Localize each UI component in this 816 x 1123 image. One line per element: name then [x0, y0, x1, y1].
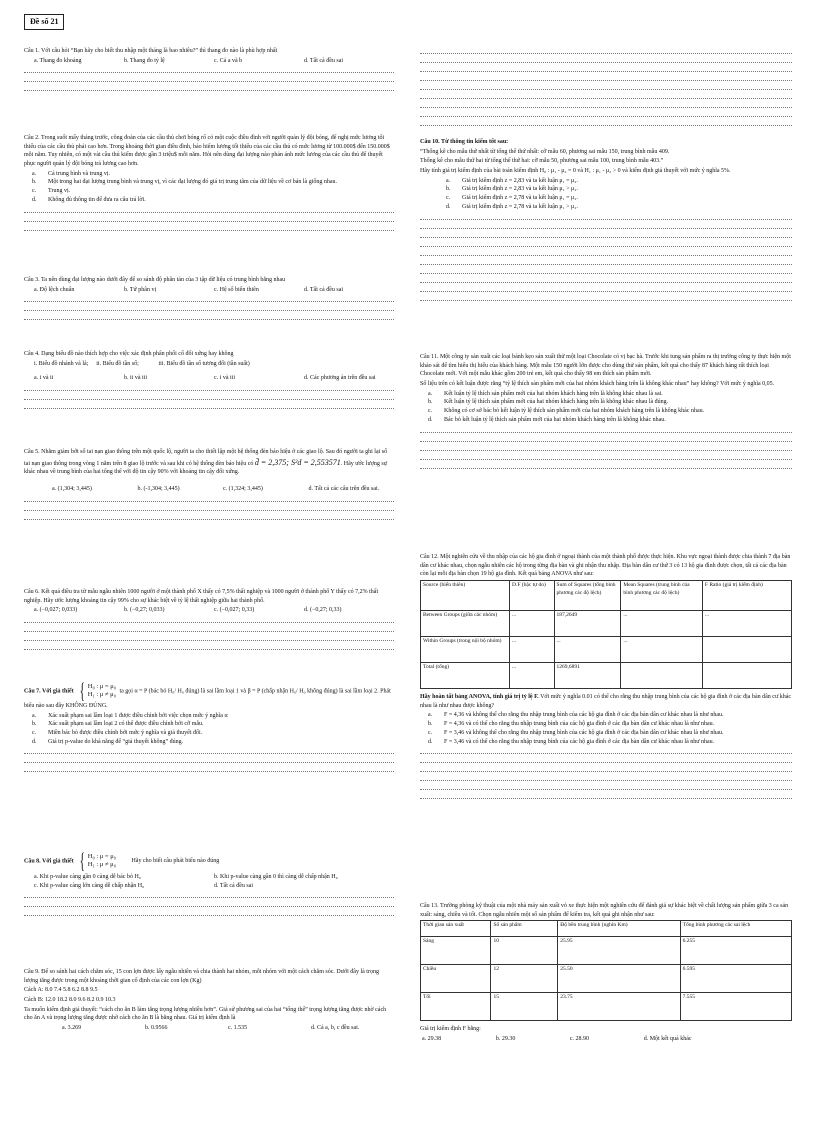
- option-b[interactable]: b. 29.30: [495, 1036, 516, 1043]
- option-c[interactable]: c. Không có cơ sở bác bỏ kết luận tỷ lệ thích sản phẩm mới của hai nhóm khách hàng trên là không khác nhau.: [428, 408, 705, 415]
- hypothesis-pair: { H₀ : μ = μ₀ H₁ : μ ≠ μ₀: [79, 848, 116, 873]
- answer-line: [420, 46, 792, 54]
- table-header: Sum of Squares (tổng bình phương các độ lệch): [554, 581, 621, 611]
- question-text: Câu 9. Để so sánh hai cách chăm sóc, 15 con lợn được lấy ngẫu nhiên và chia thành hai nhóm, mỗi nhóm với một cách chăm sóc. Dưới đây là trọng lượng tăng được trong một khoảng thời gian cố định của các con lợn (Kg): [24, 969, 379, 984]
- question-12: [420, 553, 792, 800]
- option-d[interactable]: d. Một kết quả khác: [643, 1036, 692, 1043]
- answer-line: [24, 312, 394, 320]
- option-a[interactable]: a. Thang đo khoảng: [34, 57, 82, 64]
- answer-line: [420, 275, 792, 283]
- question-11: [420, 353, 792, 470]
- option-c[interactable]: c. 28.90: [569, 1036, 589, 1043]
- option-d[interactable]: d. Cả a, b, c đều sai.: [311, 1025, 360, 1032]
- answer-line: [420, 73, 792, 81]
- table-row: [421, 937, 792, 965]
- answer-line: [24, 392, 394, 400]
- answer-line: [24, 294, 394, 302]
- option-d[interactable]: d. Giá trị p-value do khả năng để “giả thuyết không” đúng.: [32, 738, 184, 745]
- option-c[interactable]: c. Hệ số biến thiên: [214, 286, 259, 293]
- answer-line: [420, 284, 792, 292]
- option-b[interactable]: b. Giá trị kiểm định z = 2,83 và ta kết luận μ₁ > μ₂.: [446, 186, 578, 193]
- option-a[interactable]: a. Kết luận tỷ lệ thích sản phẩm mới của hai nhóm khách hàng trên là không khác nhau là sai.: [428, 390, 663, 397]
- option-b[interactable]: b. Một trong hai đại lượng trung bình và trung vị, vì các đại lượng đó giá trị trung tâm của dữ liệu về cơ bản là giống nhau.: [32, 179, 338, 186]
- option-d[interactable]: d. Tất cả đều sai: [304, 286, 344, 293]
- answer-line: [420, 293, 792, 301]
- option-d[interactable]: d. Tất cả đều sai: [304, 57, 344, 64]
- answer-line: [24, 494, 394, 502]
- table-cell: ...: [621, 637, 703, 663]
- option-c[interactable]: c. Khi p-value càng lớn càng dễ chấp nhận H₀: [34, 882, 145, 889]
- question-text: Câu 5. Nhằm giảm bớt số tai nạn giao thông trên một quốc lộ, người ta cho thiết lập một hệ thống đèn báo hiệu ở các giao lộ. Sau đó người ta ghi lại số tai nạn giao thông trong vòng 1 năm trên 8 giao lộ trước và sau khi có hệ thống đèn báo hiệu có d̄ = 2,375; S²d = 2,553571. Hãy ước lượng sự khác nhau về trung bình của hai tổng thể với độ tin cậy 90% với khoảng tin cậy đối xứng.: [24, 449, 388, 476]
- answer-line: [420, 791, 792, 799]
- table-cell: 187,2649: [554, 611, 621, 637]
- question-text: Câu 2. Trong suốt mấy tháng trước, công đoàn của các cầu thủ chơi bóng rổ có một cuộc điều đình với người quản lý đội bóng, để nghị mức lương tối thiểu của các cầu thủ phải cao hơn. Trong khoảng thời gian điều đình, bảo hiểm lương tối thiểu của các cầu thủ có mức lương từ 100.000$ đến 150.000$ mỗi năm. Tuy nhiên, có một vài cầu thủ kiếm được gần 3 triệu$ mỗi năm. Hỏi nên dùng đại lượng nào phản ánh mức lương của các cầu thủ để thuyết phục người quản lý đội bóng trả lương cao hơn.: [24, 135, 390, 168]
- table-row: [421, 993, 792, 1021]
- table-cell: [702, 637, 791, 663]
- option-d[interactable]: d. (−0,27; 0,33): [304, 607, 342, 614]
- answer-line: [24, 615, 394, 623]
- table-header: Mean Squares (trung bình của bình phương các độ lệch): [621, 581, 703, 611]
- table-cell: [621, 663, 703, 689]
- table-cell: Total (tổng): [421, 663, 510, 689]
- answer-line: [24, 890, 394, 898]
- option-b[interactable]: b. (-1,304; 3,445): [137, 486, 180, 493]
- option-a[interactable]: a. 3.269: [62, 1025, 82, 1032]
- question-8: [24, 850, 394, 917]
- option-b[interactable]: b. Kết luận tỷ lệ thích sản phẩm mới của hai nhóm khách hàng trên là không khác nhau là đúng.: [428, 399, 669, 406]
- data-row-a: Cách A: 8.0 7.4 5.8 6.2 8.8 9.5: [24, 987, 98, 994]
- option-c[interactable]: c. 1.535: [228, 1025, 248, 1032]
- question-4: [24, 350, 394, 410]
- table-row: [421, 965, 792, 993]
- answer-line: [420, 266, 792, 274]
- formula: d̄ = 2,375; S²d = 2,553571: [254, 457, 341, 467]
- option-a[interactable]: a. 29.38: [422, 1036, 442, 1043]
- question-text: Câu 4. Dạng biểu đồ nào thích hợp cho việc xác định phân phối cố đối xứng hay không: [24, 351, 234, 357]
- option-d[interactable]: d. F = 3,46 và có thể cho rằng thu nhập trung bình của các hộ gia đình ở các địa bàn dân cư khác nhau là như nhau.: [428, 738, 715, 745]
- sub-item-i: i. Biểu đồ nhánh và lá;: [34, 360, 89, 367]
- exam-title: Đề số 21: [24, 14, 64, 30]
- answer-line: [420, 64, 792, 72]
- option-a[interactable]: a. Cả trung bình và trung vị.: [32, 170, 110, 177]
- answer-line: [24, 383, 394, 391]
- answer-line: [420, 425, 792, 433]
- answer-line: [24, 65, 394, 73]
- answer-line: [420, 118, 792, 126]
- answer-line: [420, 773, 792, 781]
- table-cell: ...: [510, 637, 555, 663]
- question-5: [24, 448, 394, 521]
- answer-line: [24, 633, 394, 641]
- table-row: [421, 611, 792, 637]
- table-cell: ...: [621, 611, 703, 637]
- answer-line: [24, 401, 394, 409]
- option-b[interactable]: b. 0.9566: [145, 1025, 168, 1032]
- answer-line: [420, 764, 792, 772]
- answer-line: [24, 764, 394, 772]
- option-b[interactable]: b. (−0,27; 0,033): [124, 607, 165, 614]
- table-cell: 25.50: [558, 965, 680, 993]
- table-cell: 6.255: [680, 937, 791, 965]
- option-c[interactable]: c. F = 3,46 và không thể cho rằng thu nhập trung bình của các hộ gia đình ở các địa bàn dân cư khác nhau là như nhau.: [428, 729, 724, 736]
- answer-line: [24, 214, 394, 222]
- table-cell: Tối: [421, 993, 491, 1021]
- answer-line: [420, 755, 792, 763]
- question-line: Thống kê cho mẫu thứ hai từ tổng thể thứ hai: cỡ mẫu 50, phương sai mẫu 100, trung bình mẫu 403.”: [420, 158, 664, 165]
- answer-line: [420, 212, 792, 220]
- anova-table: [420, 580, 792, 689]
- question-text-2: Số liệu trên có kết luận được rằng “tỷ lệ thích sản phẩm mới của hai nhóm khách hàng trên là không khác nhau” hay không? Với mức ý nghĩa 0,05.: [420, 381, 775, 388]
- option-c[interactable]: c. Trung vị.: [32, 188, 71, 195]
- question-text: Câu 10. Từ thông tin kiểm tốt sau:: [420, 139, 509, 145]
- option-a[interactable]: a. Khi p-value càng gần 0 càng dễ bác bỏ H₀: [34, 874, 141, 880]
- question-text-2: Ta muốn kiểm định giả thuyết: “cách cho ăn B làm tăng trọng lượng nhiều hơn”. Giả sử phương sai của hai “tổng thể” trọng lượng tăng được nhờ cách cho ăn A và trọng lượng tăng được nhờ cách cho ăn B là bằng nhau. Giá trị kiểm định là: [24, 1006, 387, 1022]
- table-header: Tổng bình phương các sai lệch: [680, 921, 791, 937]
- answer-line: [24, 303, 394, 311]
- answer-line: [420, 461, 792, 469]
- question-prompt: Giá trị kiểm định F bằng:: [420, 1026, 481, 1033]
- table-cell: Between Groups (giữa các nhóm): [421, 611, 510, 637]
- answer-line: [24, 83, 394, 91]
- sub-item-iii: iii. Biểu đồ tần số tương đối (tần suất): [158, 360, 250, 367]
- answer-line: [24, 624, 394, 632]
- answer-line: [420, 109, 792, 117]
- table-cell: 25.95: [558, 937, 680, 965]
- table-row: [421, 637, 792, 663]
- table-header: D.F (bậc tự do): [510, 581, 555, 611]
- table-cell: Sáng: [421, 937, 491, 965]
- table-header: Số sản phẩm: [491, 921, 558, 937]
- table-row: [421, 663, 792, 689]
- table-header: F Ratio (giá trị kiểm định): [702, 581, 791, 611]
- table-cell: [702, 663, 791, 689]
- option-a[interactable]: a. Giá trị kiểm định z = 2,83 và ta kết luận μ₁ = μ₂.: [446, 177, 578, 184]
- question-6: [24, 588, 394, 651]
- option-b[interactable]: b. ii và iii: [124, 375, 147, 382]
- table-cell: ...: [702, 611, 791, 637]
- answer-line: [24, 205, 394, 213]
- sub-item-ii: ii. Biểu đồ tần số;: [96, 360, 139, 367]
- answer-line: [420, 55, 792, 63]
- option-c[interactable]: c. (−0,027; 0,33): [214, 607, 255, 614]
- option-a[interactable]: a. Độ lệch chuẩn: [34, 286, 75, 293]
- option-a[interactable]: a. (−0,027; 0,033): [34, 607, 78, 614]
- option-c[interactable]: c. Miền bác bỏ được điều chỉnh bởi mức ý nghĩa và giả thuyết đối.: [32, 730, 203, 737]
- question-line: “Thống kê cho mẫu thứ nhất từ tổng thể thứ nhất: cỡ mẫu 60, phương sai mẫu 150, trung bình mẫu 409.: [420, 148, 670, 155]
- option-c[interactable]: c. i và iii: [214, 375, 235, 382]
- answer-line: [24, 746, 394, 754]
- option-a[interactable]: a. (1,304; 3,445): [52, 486, 92, 493]
- answer-line: [24, 74, 394, 82]
- answer-line: [420, 230, 792, 238]
- answer-line: [24, 908, 394, 916]
- answer-line: [420, 782, 792, 790]
- option-d[interactable]: d. Giá trị kiểm định z = 2,78 và ta kết luận μ₁ > μ₂.: [446, 203, 578, 210]
- answer-line: [24, 512, 394, 520]
- table-cell: 1269,6891: [554, 663, 621, 689]
- hypothesis-pair: { H₀ : μ = μ₀ H₁ : μ ≠ μ₀: [79, 678, 116, 703]
- table-header-row: [421, 581, 792, 611]
- table-header-row: [421, 921, 792, 937]
- answer-lines-top: [420, 46, 792, 127]
- question-text: Câu 6. Kết quả điều tra từ mẫu ngẫu nhiên 1000 người ở một thành phố X thấy có 7,5% thất nghiệp và 1000 người ở thành phố Y thấy có 7,2% thất nghiệp. Hãy ước lượng khoảng tin cậy 99% cho sự khác biệt về tỷ lệ thất nghiệp giữa hai thành phố.: [24, 589, 379, 604]
- option-c[interactable]: c. Giá trị kiểm định z = 2,78 và ta kết luận μ₁ = μ₂.: [446, 195, 578, 202]
- question-2: [24, 134, 394, 232]
- question-text: Câu 11. Một công ty sản xuất các loại bánh kẹo sản xuất thử một loại Chocolate có vị bạc hà. Trước khi tung sản phẩm ra thị trường công ty thực hiện một khảo sát để tìm hiểu thị hiếu của khách hàng. Một mẫu 150 người lớn được cho dùng thử sản phẩm, kết quả cho thấy 87 khách hàng rất thích loại Chocolate mới. Với một mẫu khác gồm 200 trẻ em, kết quả cho thấy 98 em thích sản phẩm mới.: [420, 354, 791, 378]
- answer-line: [24, 899, 394, 907]
- table-header: Source (biến thiên): [421, 581, 510, 611]
- table-cell: ...: [510, 611, 555, 637]
- question-line: Hãy tính giá trị kiểm định của bài toán kiểm định H₀ : μ₁ - μ₂ = 0 và H₁ : μ₁ - μ₂ > 0 và kiểm định giả thuyết với mức ý nghĩa 5%.: [420, 168, 731, 175]
- option-a[interactable]: a. Xác suất phạm sai lầm loại 1 được điều chỉnh bởi việc chọn mức ý nghĩa α: [32, 712, 228, 719]
- question-7: [24, 680, 394, 773]
- answer-line: [24, 642, 394, 650]
- answer-line: [420, 239, 792, 247]
- question-text: Câu 13. Trường phòng kỹ thuật của một nhà máy sản xuất vỏ xe thực hiện một nghiên cứu để đánh giá sự khác biệt về chất lượng sản phẩm giữa 3 ca sản xuất: sáng, chiều và tối. Chọn ngẫu nhiên một số sản phẩm để kiểm tra, kết quả ghi nhận như sau:: [420, 903, 789, 918]
- answer-line: [24, 503, 394, 511]
- table-cell: 10: [491, 937, 558, 965]
- answer-line: [420, 257, 792, 265]
- option-c[interactable]: c. (1,324; 3,445): [223, 486, 263, 493]
- option-b[interactable]: b. Thang đo tỷ lệ: [124, 57, 165, 64]
- table-cell: Chiều: [421, 965, 491, 993]
- option-d[interactable]: d. Bác bỏ kết luận tỷ lệ thích sản phẩm mới của hai nhóm khách hàng trên là không khác nhau.: [428, 416, 666, 423]
- question-text: Câu 12. Một nghiên cứu về thu nhập của các hộ gia đình ở ngoại thành của một thành phố được thực hiện. Khu vực ngoại thành được chia thành 7 địa bàn dân cư khác nhau, chọn ngẫu nhiên các hộ trong từng địa bàn và ghi nhận thu nhập. Địa bàn dân cư thứ 3 có 13 hộ gia đình được chọn, tất cả các địa bàn còn lại mỗi địa bàn chọn 19 hộ gia đình. Kết quả bảng ANOVA như sau:: [420, 554, 791, 578]
- table-cell: Within Groups (trong nội bộ nhóm): [421, 637, 510, 663]
- option-a[interactable]: a. F = 4,36 và không thể cho rằng thu nhập trung bình của các hộ gia đình ở các địa bàn dân cư khác nhau là như nhau.: [428, 712, 724, 719]
- table-cell: 23.75: [558, 993, 680, 1021]
- option-b[interactable]: b. Xác suất phạm sai lầm loại 2 có thể được điều chỉnh bởi cỡ mẫu.: [32, 721, 204, 728]
- table-header: Thời gian sản xuất: [421, 921, 491, 937]
- option-d[interactable]: d. Không đủ thông tin để đưa ra câu trả lời.: [32, 196, 146, 203]
- question-1: [24, 47, 394, 92]
- question-text: Câu 8. Với giả thiết { H₀ : μ = μ₀ H₁ : μ ≠ μ₀ Hãy cho biết câu phát biểu nào đúng: [24, 848, 220, 873]
- option-d[interactable]: d. Tất cả đều sai: [214, 882, 254, 889]
- answer-line: [420, 82, 792, 90]
- answer-line: [420, 443, 792, 451]
- question-text: Câu 7. Với giả thiết { H₀ : μ = μ₀ H₁ : μ ≠ μ₀ ta gọi α = P (bác bỏ H₀/ H₀ đúng) là sai lầm loại 1 và β = P (chấp nhận H₀/ H₀ không đúng) là sai lầm loại 2. Phát biểu nào sau đây KHÔNG ĐÚNG.: [24, 678, 391, 709]
- question-13: [420, 902, 792, 1044]
- table-cell: ...: [510, 663, 555, 689]
- data-row-b: Cách B: 12.0 18.2 8.0 9.6 8.2 0.9 10.3: [24, 997, 116, 1004]
- answer-line: [420, 100, 792, 108]
- table-cell: 15: [491, 993, 558, 1021]
- option-c[interactable]: c. Cả a và b: [214, 57, 243, 64]
- question-3: [24, 276, 394, 321]
- answer-line: [420, 91, 792, 99]
- answer-line: [420, 452, 792, 460]
- option-d[interactable]: d. Tất cả các câu trên đều sai.: [308, 486, 380, 493]
- question-text: Câu 3. Ta nên dùng đại lượng nào dưới đây để so sánh độ phân tán của 3 tập dữ liệu có trung bình bằng nhau: [24, 277, 286, 283]
- table-cell: 12: [491, 965, 558, 993]
- question-prompt: Hãy hoàn tất bảng ANOVA, tính giá trị tỷ lệ F. Với mức ý nghĩa 0.01 có thể cho rằng thu nhập trung bình của các hộ gia đình ở các địa bàn dân cư khác nhau là như nhau được không?: [420, 694, 792, 709]
- table-cell: 6.595: [680, 965, 791, 993]
- answer-line: [24, 223, 394, 231]
- option-a[interactable]: a. i và ii: [34, 375, 54, 382]
- question-text: Câu 1. Với câu hỏi “Bạn hãy cho biết thu nhập một tháng là bao nhiêu?” thì thang đo nào là phù hợp nhất: [24, 48, 278, 54]
- table-cell: 7.555: [680, 993, 791, 1021]
- production-table: [420, 920, 792, 1021]
- answer-line: [24, 755, 394, 763]
- option-b[interactable]: b. Khi p-value càng gần 0 thì càng dễ chấp nhận H₀: [214, 874, 338, 880]
- answer-line: [420, 221, 792, 229]
- answer-line: [420, 434, 792, 442]
- answer-line: [420, 746, 792, 754]
- question-9: [24, 968, 394, 1033]
- answer-line: [420, 248, 792, 256]
- table-header: Độ bền trung bình (nghìn Km): [558, 921, 680, 937]
- option-b[interactable]: b. Tứ phân vị: [124, 286, 157, 293]
- option-d[interactable]: d. Các phương án trên đều sai: [304, 375, 376, 382]
- table-cell: ...: [554, 637, 621, 663]
- question-10: [420, 138, 792, 302]
- option-b[interactable]: b. F = 4,36 và có thể cho rằng thu nhập trung bình của các hộ gia đình ở các địa bàn dân cư khác nhau là như nhau.: [428, 721, 715, 728]
